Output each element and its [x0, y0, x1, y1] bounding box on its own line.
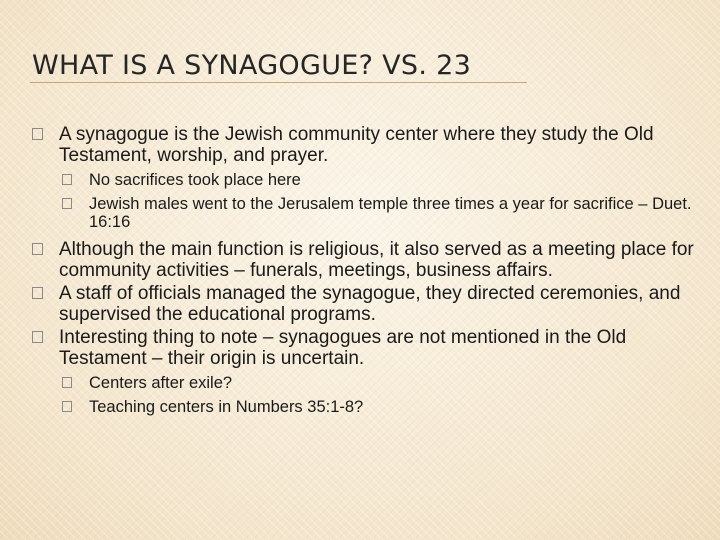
bullet-box-icon — [32, 128, 43, 140]
bullet-item — [32, 283, 712, 325]
bullet-text: Interesting thing to note – synagogues are not mentioned in the Old Testament – their origin is uncertain. — [59, 327, 627, 369]
bullet-item — [32, 124, 712, 166]
bullet-text: A synagogue is the Jewish community center where they study the Old Testament, worship, and prayer. — [59, 124, 654, 166]
bullet-list — [32, 124, 712, 424]
bullet-text: A staff of officials managed the synagogue, they directed ceremonies, and supervised the educational programs. — [59, 283, 681, 325]
bullet-box-icon — [62, 377, 72, 388]
bullet-box-icon — [62, 198, 72, 209]
slide-title: WHAT IS A SYNAGOGUE? VS. 23 — [32, 50, 472, 81]
sub-bullet-item — [62, 398, 712, 416]
sub-bullet-list — [62, 374, 712, 416]
bullet-item — [32, 327, 712, 369]
sub-bullet-text: Jewish males went to the Jerusalem temple three times a year for sacrifice – Duet. 16:16 — [89, 195, 692, 231]
title-underline — [30, 82, 527, 83]
sub-bullet-item — [62, 171, 712, 189]
bullet-box-icon — [62, 401, 72, 412]
bullet-box-icon — [32, 287, 43, 299]
bullet-box-icon — [32, 243, 43, 255]
sub-bullet-text: No sacrifices took place here — [89, 171, 301, 189]
bullet-box-icon — [62, 174, 72, 185]
sub-bullet-item — [62, 374, 712, 392]
bullet-item — [32, 239, 712, 281]
bullet-box-icon — [32, 331, 43, 343]
bullet-text: Although the main function is religious, it also served as a meeting place for community activities – funerals, meetings, business affairs. — [59, 239, 694, 281]
sub-bullet-item — [62, 195, 712, 231]
sub-bullet-text: Centers after exile? — [89, 374, 233, 392]
sub-bullet-text: Teaching centers in Numbers 35:1-8? — [89, 398, 364, 416]
sub-bullet-list — [62, 171, 712, 231]
